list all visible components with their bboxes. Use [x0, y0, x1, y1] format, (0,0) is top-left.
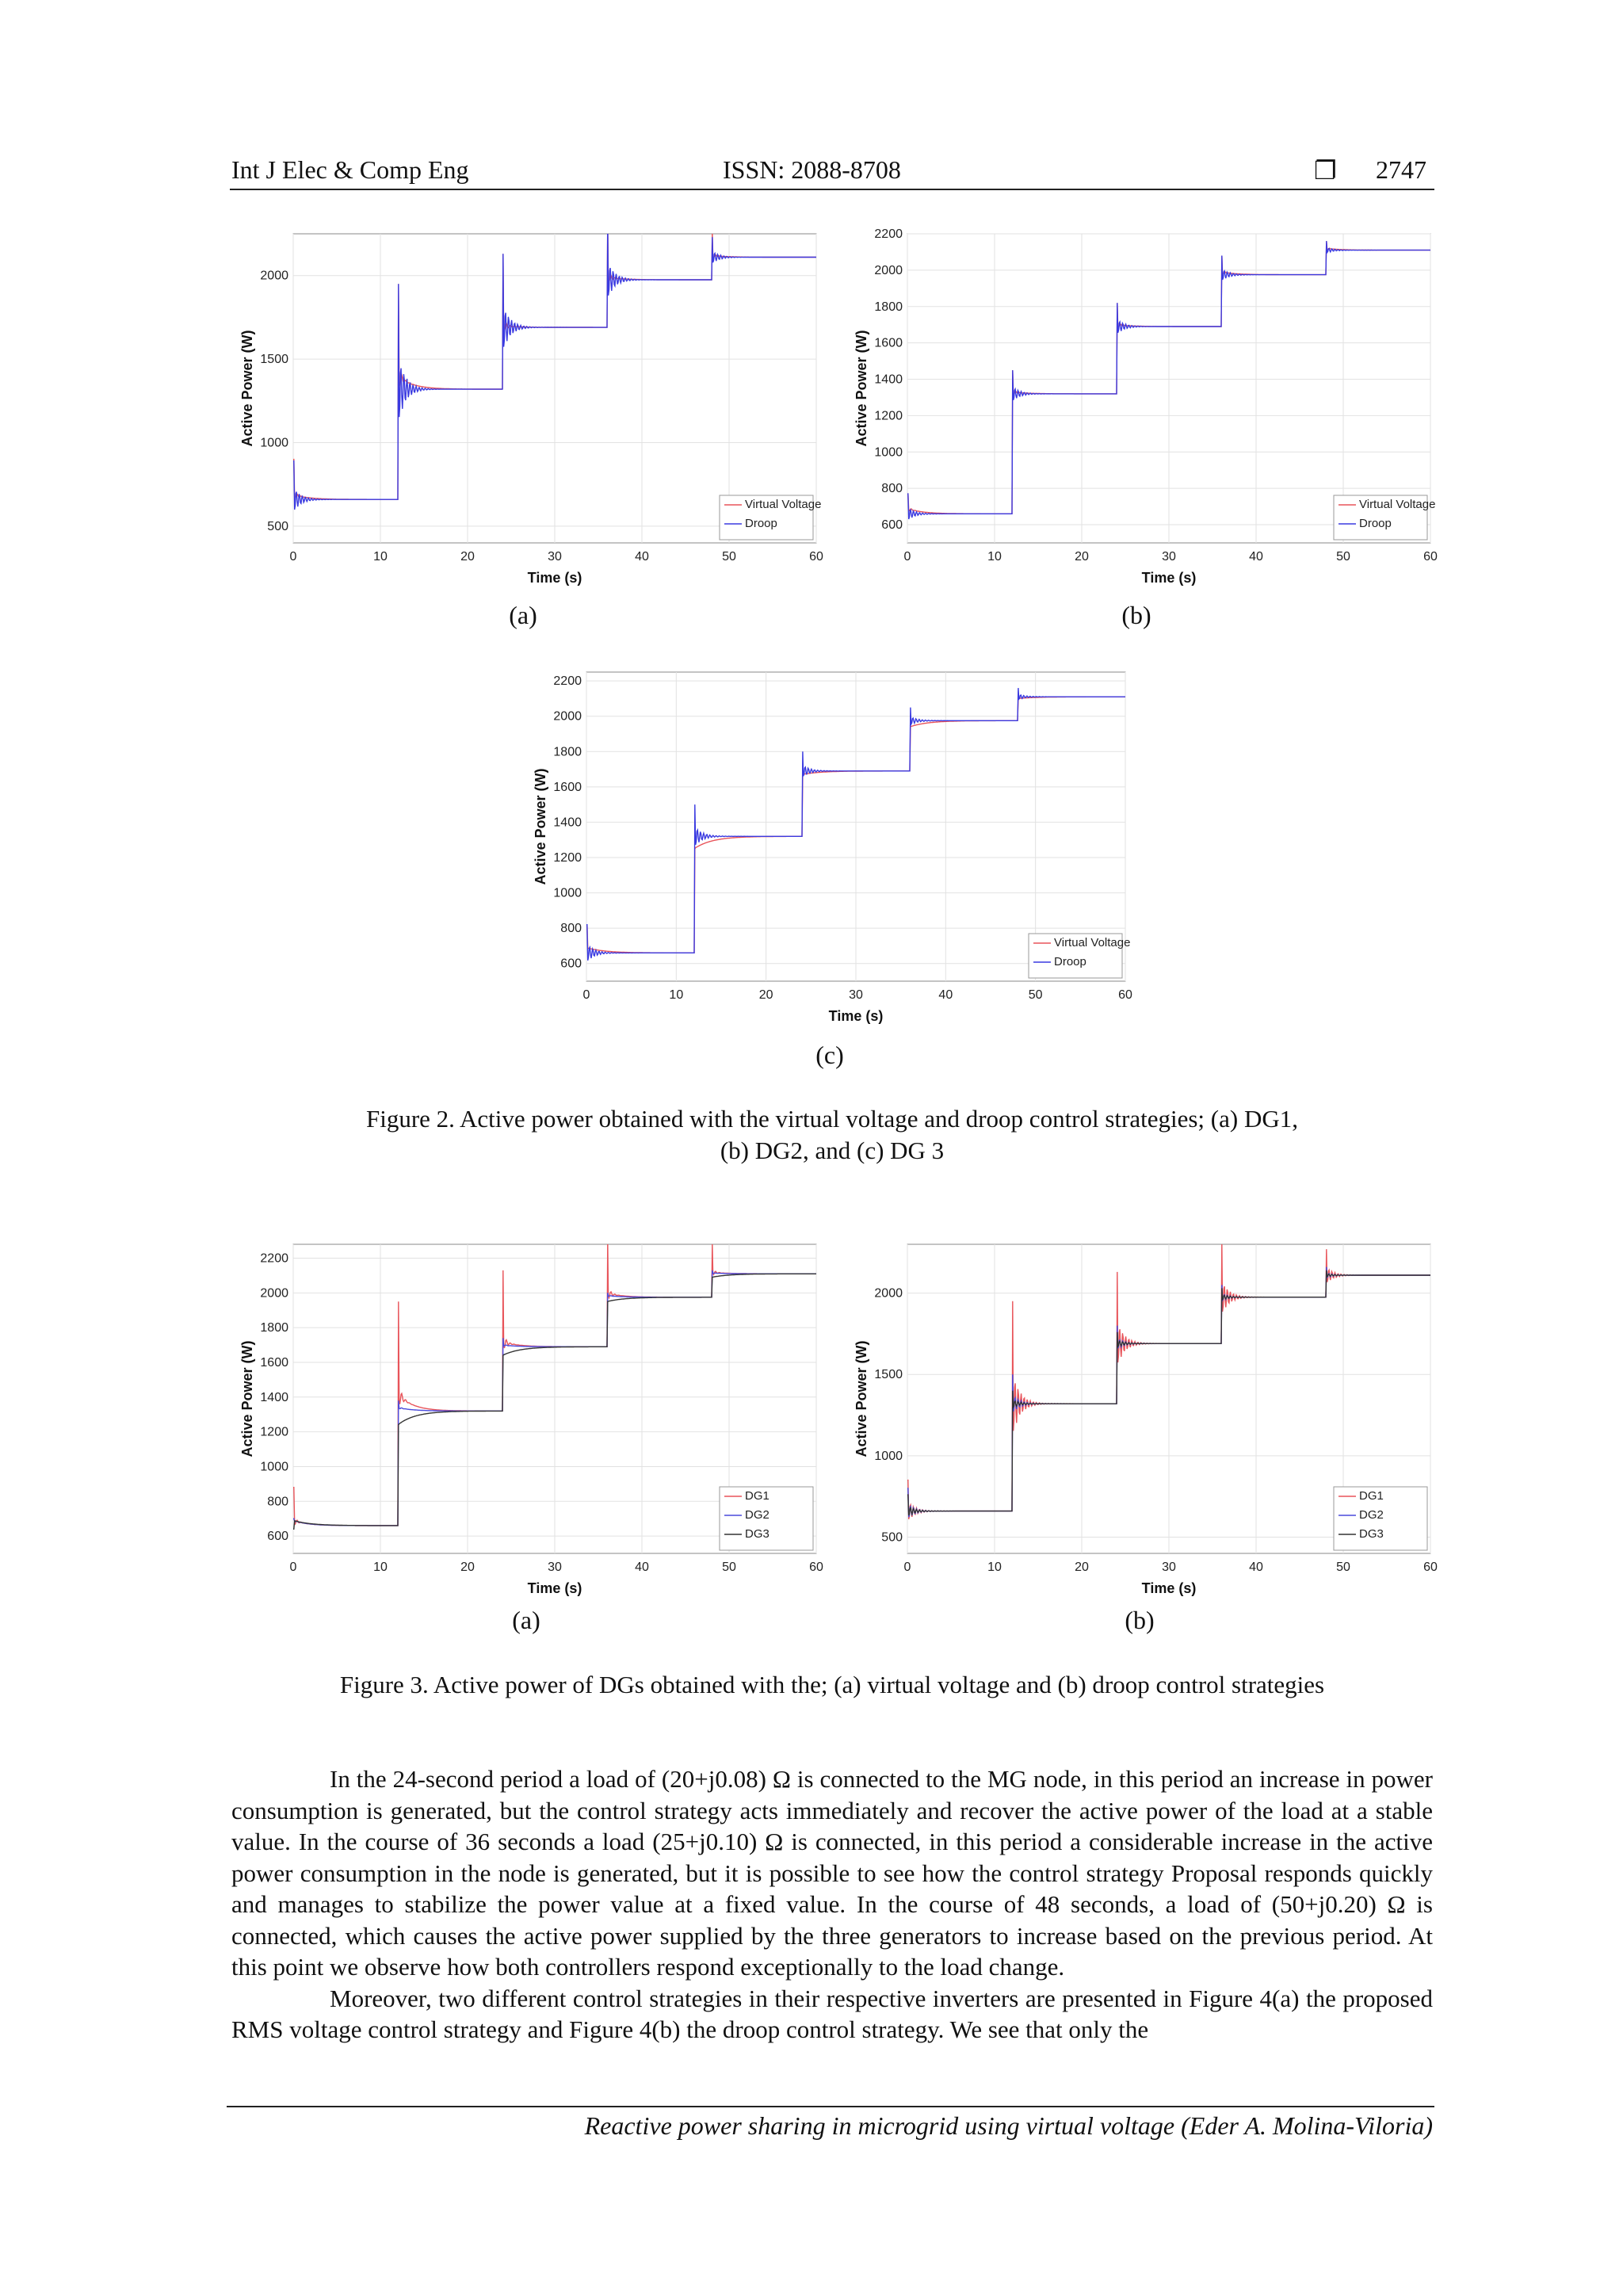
box-icon: ❐	[1314, 156, 1337, 185]
x-tick-label: 60	[1423, 1561, 1438, 1574]
x-tick-label: 10	[987, 1561, 1002, 1574]
y-tick-label: 2200	[874, 227, 903, 241]
page-number: 2747	[1376, 155, 1426, 184]
y-tick-label: 1600	[874, 336, 903, 350]
y-tick-label: 800	[881, 482, 903, 496]
x-tick-label: 30	[1162, 1561, 1176, 1574]
x-tick-label: 10	[373, 1561, 388, 1574]
x-tick-label: 0	[903, 550, 911, 563]
y-tick-label: 2000	[553, 709, 582, 724]
legend-label: DG1	[745, 1489, 769, 1503]
legend-label: Droop	[1054, 955, 1086, 968]
figure-2a-label: (a)	[509, 601, 537, 629]
x-axis-label: Time (s)	[828, 1008, 884, 1024]
x-axis-label: Time (s)	[527, 570, 582, 586]
x-tick-label: 40	[938, 988, 953, 1002]
x-tick-label: 20	[758, 988, 773, 1002]
running-footer: Reactive power sharing in microgrid using virtual voltage (Eder A. Molina-Viloria)	[584, 2111, 1433, 2140]
x-tick-label: 20	[460, 1561, 475, 1574]
y-tick-label: 1800	[260, 1321, 288, 1335]
x-tick-label: 60	[1423, 550, 1438, 563]
y-tick-label: 600	[560, 957, 582, 971]
footer-rule	[227, 2106, 1434, 2107]
figure-2c	[523, 664, 1141, 1045]
x-tick-label: 10	[987, 550, 1002, 563]
x-tick-label: 10	[669, 988, 684, 1002]
x-axis-label: Time (s)	[527, 1580, 582, 1596]
x-tick-label: 50	[722, 1561, 736, 1574]
y-tick-label: 1400	[874, 372, 903, 387]
y-tick-label: 1200	[874, 409, 903, 423]
figure-2a	[230, 226, 832, 606]
x-tick-label: 50	[1336, 550, 1350, 563]
y-tick-label: 500	[881, 1530, 903, 1545]
body-text	[231, 1763, 1433, 2046]
figure-2-caption-line1: Figure 2. Active power obtained with the virtual voltage and droop control strategies; (a) DG1,	[366, 1105, 1298, 1133]
legend-label: Virtual Voltage	[1359, 498, 1436, 511]
y-tick-label: 600	[267, 1530, 288, 1544]
legend-label: Virtual Voltage	[1054, 936, 1131, 949]
y-tick-label: 600	[881, 518, 903, 533]
figure-3b	[844, 1236, 1446, 1617]
y-axis-label: Active Power (W)	[533, 768, 548, 885]
x-tick-label: 10	[373, 550, 388, 563]
figure-2b	[844, 226, 1446, 606]
issn: ISSN: 2088-8708	[723, 155, 901, 184]
x-axis-label: Time (s)	[1141, 570, 1197, 586]
legend-label: DG1	[1359, 1489, 1384, 1503]
y-axis-label: Active Power (W)	[854, 330, 869, 447]
chart-fig2b	[844, 226, 1446, 606]
figure-3a	[230, 1236, 832, 1617]
figure-2b-label: (b)	[1121, 601, 1151, 629]
y-tick-label: 1400	[553, 816, 582, 830]
y-tick-label: 1000	[260, 1460, 288, 1474]
x-tick-label: 40	[635, 1561, 649, 1574]
legend-label: DG2	[1359, 1508, 1384, 1522]
y-tick-label: 2200	[553, 674, 582, 689]
header-rule	[230, 189, 1434, 190]
legend-label: Droop	[745, 517, 777, 530]
journal-name: Int J Elec & Comp Eng	[231, 155, 469, 184]
y-tick-label: 2000	[260, 1286, 288, 1301]
x-tick-label: 0	[582, 988, 590, 1002]
x-tick-label: 30	[548, 550, 562, 563]
y-tick-label: 1200	[553, 851, 582, 865]
y-tick-label: 1200	[260, 1425, 288, 1439]
x-tick-label: 40	[1249, 550, 1263, 563]
chart-fig2a	[230, 226, 832, 606]
paragraph-1: In the 24-second period a load of (20+j0.08) Ω is connected to the MG node, in this period an increase in power consumption is generated, but the control strategy acts immediately and recover the active power of the load at a stable value. In the course of 36 seconds a load (25+j0.10) Ω is connected, in this period a considerable increase in the active power consumption in the node is generated, but it is possible to see how the control strategy Proposal responds quickly and manages to stabilize the power value at a fixed value. In the course of 48 seconds, a load of (50+j0.20) Ω is connected, which causes the active power supplied by the three generators to increase based on the previous period. At this point we observe how both controllers respond exceptionally to the load change.	[231, 1765, 1433, 1981]
y-tick-label: 1500	[260, 353, 288, 367]
y-tick-label: 2000	[260, 269, 288, 283]
y-tick-label: 800	[560, 922, 582, 936]
x-tick-label: 50	[722, 550, 736, 563]
y-tick-label: 1000	[260, 436, 288, 450]
y-axis-label: Active Power (W)	[239, 330, 255, 447]
x-tick-label: 0	[903, 1561, 911, 1574]
y-tick-label: 1000	[874, 1449, 903, 1463]
chart-fig3b	[844, 1236, 1446, 1617]
x-tick-label: 30	[1162, 550, 1176, 563]
y-tick-label: 2200	[260, 1251, 288, 1266]
legend-label: Droop	[1359, 517, 1392, 530]
x-tick-label: 20	[460, 550, 475, 563]
figure-3a-label: (a)	[512, 1606, 540, 1634]
x-tick-label: 30	[548, 1561, 562, 1574]
x-tick-label: 60	[809, 1561, 823, 1574]
legend-label: Virtual Voltage	[745, 498, 822, 511]
y-tick-label: 2000	[874, 263, 903, 277]
legend-label: DG3	[1359, 1527, 1384, 1541]
chart-fig3a	[230, 1236, 832, 1617]
legend-label: DG3	[745, 1527, 769, 1541]
y-tick-label: 1800	[553, 745, 582, 759]
x-tick-label: 20	[1075, 1561, 1089, 1574]
y-tick-label: 1600	[553, 780, 582, 794]
figure-3b-label: (b)	[1125, 1606, 1155, 1634]
y-tick-label: 1000	[874, 445, 903, 460]
x-tick-label: 0	[289, 1561, 297, 1574]
figure-2-caption-line2: (b) DG2, and (c) DG 3	[720, 1137, 945, 1164]
figure-2c-label: (c)	[815, 1041, 844, 1069]
x-tick-label: 50	[1336, 1561, 1350, 1574]
y-tick-label: 500	[267, 519, 288, 533]
x-tick-label: 30	[849, 988, 863, 1002]
y-tick-label: 2000	[874, 1286, 903, 1301]
figure-3-caption: Figure 3. Active power of DGs obtained with the; (a) virtual voltage and (b) droop control strategies	[339, 1671, 1325, 1698]
x-tick-label: 20	[1075, 550, 1089, 563]
x-tick-label: 60	[1118, 988, 1132, 1002]
y-tick-label: 800	[267, 1495, 288, 1509]
paragraph-2: Moreover, two different control strategies in their respective inverters are presented in Figure 4(a) the proposed RMS voltage control strategy and Figure 4(b) the droop control strategy. We see that only the	[231, 1984, 1433, 2043]
figure-2-caption	[230, 1103, 1434, 1167]
y-tick-label: 1800	[874, 300, 903, 314]
y-axis-label: Active Power (W)	[854, 1340, 869, 1457]
y-tick-label: 1500	[874, 1368, 903, 1382]
x-tick-label: 0	[289, 550, 297, 563]
y-tick-label: 1600	[260, 1355, 288, 1370]
x-tick-label: 40	[635, 550, 649, 563]
y-tick-label: 1000	[553, 886, 582, 900]
x-tick-label: 60	[809, 550, 823, 563]
chart-fig2c	[523, 664, 1141, 1045]
x-tick-label: 40	[1249, 1561, 1263, 1574]
x-axis-label: Time (s)	[1141, 1580, 1197, 1596]
legend-label: DG2	[745, 1508, 769, 1522]
y-axis-label: Active Power (W)	[239, 1340, 255, 1457]
y-tick-label: 1400	[260, 1390, 288, 1404]
x-tick-label: 50	[1028, 988, 1043, 1002]
